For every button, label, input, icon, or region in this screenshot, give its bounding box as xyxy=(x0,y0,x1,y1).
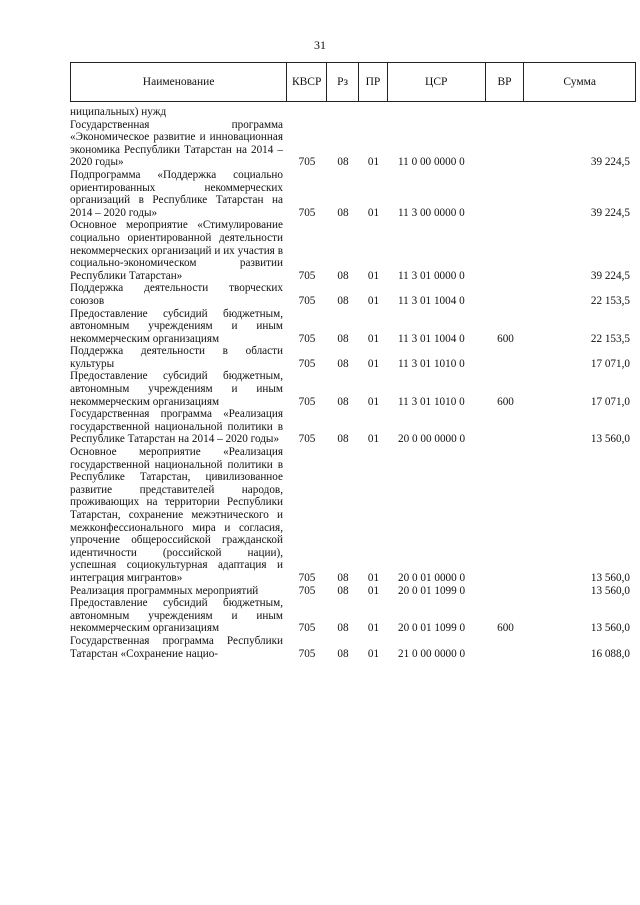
row-name: Реализация программных мероприятий xyxy=(70,584,259,597)
header-pr: ПР xyxy=(359,63,388,101)
row-kvsr: 705 xyxy=(298,206,316,219)
row-vr: 600 xyxy=(497,395,514,408)
row-rz: 08 xyxy=(337,584,349,597)
row-sum: 13 560,0 xyxy=(590,584,630,597)
row-name: Поддержка деятельности творческих союзов xyxy=(70,282,283,307)
row-pr: 01 xyxy=(367,156,380,169)
table-row xyxy=(70,106,636,119)
row-pr: 01 xyxy=(367,622,380,635)
row-csr: 11 3 01 1004 0 xyxy=(398,332,465,345)
header-vr: ВР xyxy=(486,63,525,101)
row-vr: 600 xyxy=(497,622,514,635)
row-csr: 11 3 00 0000 0 xyxy=(398,206,465,219)
row-name: Государственная программа Республики Татарстан «Сохранение нацио- xyxy=(70,634,283,660)
row-pr: 01 xyxy=(367,571,380,584)
header-csr: ЦСР xyxy=(388,63,486,101)
row-sum: 39 224,5 xyxy=(590,156,630,169)
row-kvsr: 705 xyxy=(298,332,316,345)
table-row xyxy=(70,597,636,635)
row-csr: 11 3 01 1004 0 xyxy=(398,294,465,307)
row-kvsr: 705 xyxy=(298,433,316,446)
row-rz: 08 xyxy=(337,156,349,169)
row-kvsr: 705 xyxy=(298,395,316,408)
table-row xyxy=(70,635,636,660)
table-header xyxy=(70,62,636,102)
row-pr: 01 xyxy=(367,647,380,660)
row-name: Предоставление субсидий бюджетным, автономным учреждениям и иным некоммерческим организациям xyxy=(70,307,283,345)
row-csr: 20 0 01 1099 0 xyxy=(398,584,466,597)
header-kvsr: КВСР xyxy=(287,63,327,101)
header-sum: Сумма xyxy=(563,76,596,88)
table-row xyxy=(70,345,636,370)
row-sum: 22 153,5 xyxy=(590,294,630,307)
row-sum: 16 088,0 xyxy=(590,647,630,660)
row-csr: 20 0 01 0000 0 xyxy=(398,571,466,584)
row-kvsr: 705 xyxy=(298,622,316,635)
row-sum: 13 560,0 xyxy=(590,571,630,584)
header-name: Наименование xyxy=(71,63,287,101)
row-sum: 39 224,5 xyxy=(590,269,630,282)
row-kvsr: 705 xyxy=(298,584,316,597)
table-row xyxy=(70,370,636,408)
row-rz: 08 xyxy=(337,433,349,446)
row-name: Государственная программа «Реализация государственной национальной политики в Республике Татарстан на 2014 – 2020 годы» xyxy=(70,408,283,446)
row-rz: 08 xyxy=(337,206,349,219)
table-row xyxy=(70,169,636,219)
row-sum: 13 560,0 xyxy=(590,622,630,635)
row-pr: 01 xyxy=(367,584,380,597)
row-rz: 08 xyxy=(337,332,349,345)
row-name: Предоставление субсидий бюджетным, автономным учреждениям и иным некоммерческим организациям xyxy=(70,370,283,408)
row-kvsr: 705 xyxy=(298,294,316,307)
row-sum: 17 071,0 xyxy=(590,357,630,370)
row-rz: 08 xyxy=(337,622,349,635)
row-rz: 08 xyxy=(337,647,349,660)
row-rz: 08 xyxy=(337,269,349,282)
table-row xyxy=(70,282,636,307)
row-sum: 13 560,0 xyxy=(590,433,630,446)
row-sum: 22 153,5 xyxy=(590,332,630,345)
row-csr: 11 0 00 0000 0 xyxy=(398,156,465,169)
row-pr: 01 xyxy=(367,294,380,307)
table-row xyxy=(70,308,636,346)
row-kvsr: 705 xyxy=(298,269,316,282)
row-csr: 11 3 01 0000 0 xyxy=(398,269,465,282)
row-pr: 01 xyxy=(367,433,380,446)
row-name: Государственная программа «Экономическое развитие и инновационная экономика Республики Татарстан на 2014 – 2020 годы» xyxy=(70,118,283,169)
row-csr: 11 3 01 1010 0 xyxy=(398,357,465,370)
row-pr: 01 xyxy=(367,332,380,345)
row-csr: 20 0 00 0000 0 xyxy=(398,433,466,446)
row-name: Предоставление субсидий бюджетным, автономным учреждениям и иным некоммерческим организациям xyxy=(70,597,283,635)
row-name: Основное мероприятие «Реализация государственной национальной политики в Республике Татарстан, цивилизованное развитие представителей народов, проживающих на территории Республики Татарстан, сохранение межэтнического и межконфессионального мира и согласия, упрочение общероссийской гражданской идентичности (российской нации), успешная социокультурная адаптация и интеграция мигрантов» xyxy=(70,446,283,584)
row-rz: 08 xyxy=(337,294,349,307)
row-sum: 39 224,5 xyxy=(590,206,630,219)
table-row xyxy=(70,119,636,169)
row-pr: 01 xyxy=(367,269,380,282)
row-name: ниципальных) нужд xyxy=(70,106,167,118)
row-name: Основное мероприятие «Стимулирование социально ориентированной деятельности некоммерческих организаций и их участия в социально-экономическом развитии Республики Татарстан» xyxy=(70,219,283,282)
row-name: Подпрограмма «Поддержка социально ориентированных некоммерческих организаций в Республике Татарстан на 2014 – 2020 годы» xyxy=(70,168,283,219)
table-row xyxy=(70,446,636,585)
row-vr: 600 xyxy=(497,332,514,345)
row-csr: 21 0 00 0000 0 xyxy=(398,647,466,660)
row-rz: 08 xyxy=(337,357,349,370)
table-body xyxy=(70,106,636,660)
row-kvsr: 705 xyxy=(298,647,316,660)
row-rz: 08 xyxy=(337,395,349,408)
row-pr: 01 xyxy=(367,206,380,219)
row-kvsr: 705 xyxy=(298,571,316,584)
row-pr: 01 xyxy=(367,395,380,408)
table-row xyxy=(70,219,636,282)
page-number: 31 xyxy=(314,38,326,52)
row-csr: 11 3 01 1010 0 xyxy=(398,395,465,408)
header-rz: Рз xyxy=(327,63,359,101)
row-pr: 01 xyxy=(367,357,380,370)
table-row xyxy=(70,585,636,598)
table-row xyxy=(70,408,636,446)
row-kvsr: 705 xyxy=(298,156,316,169)
row-csr: 20 0 01 1099 0 xyxy=(398,622,466,635)
row-name: Поддержка деятельности в области культуры xyxy=(70,345,283,370)
row-rz: 08 xyxy=(337,571,349,584)
row-kvsr: 705 xyxy=(298,357,316,370)
row-sum: 17 071,0 xyxy=(590,395,630,408)
